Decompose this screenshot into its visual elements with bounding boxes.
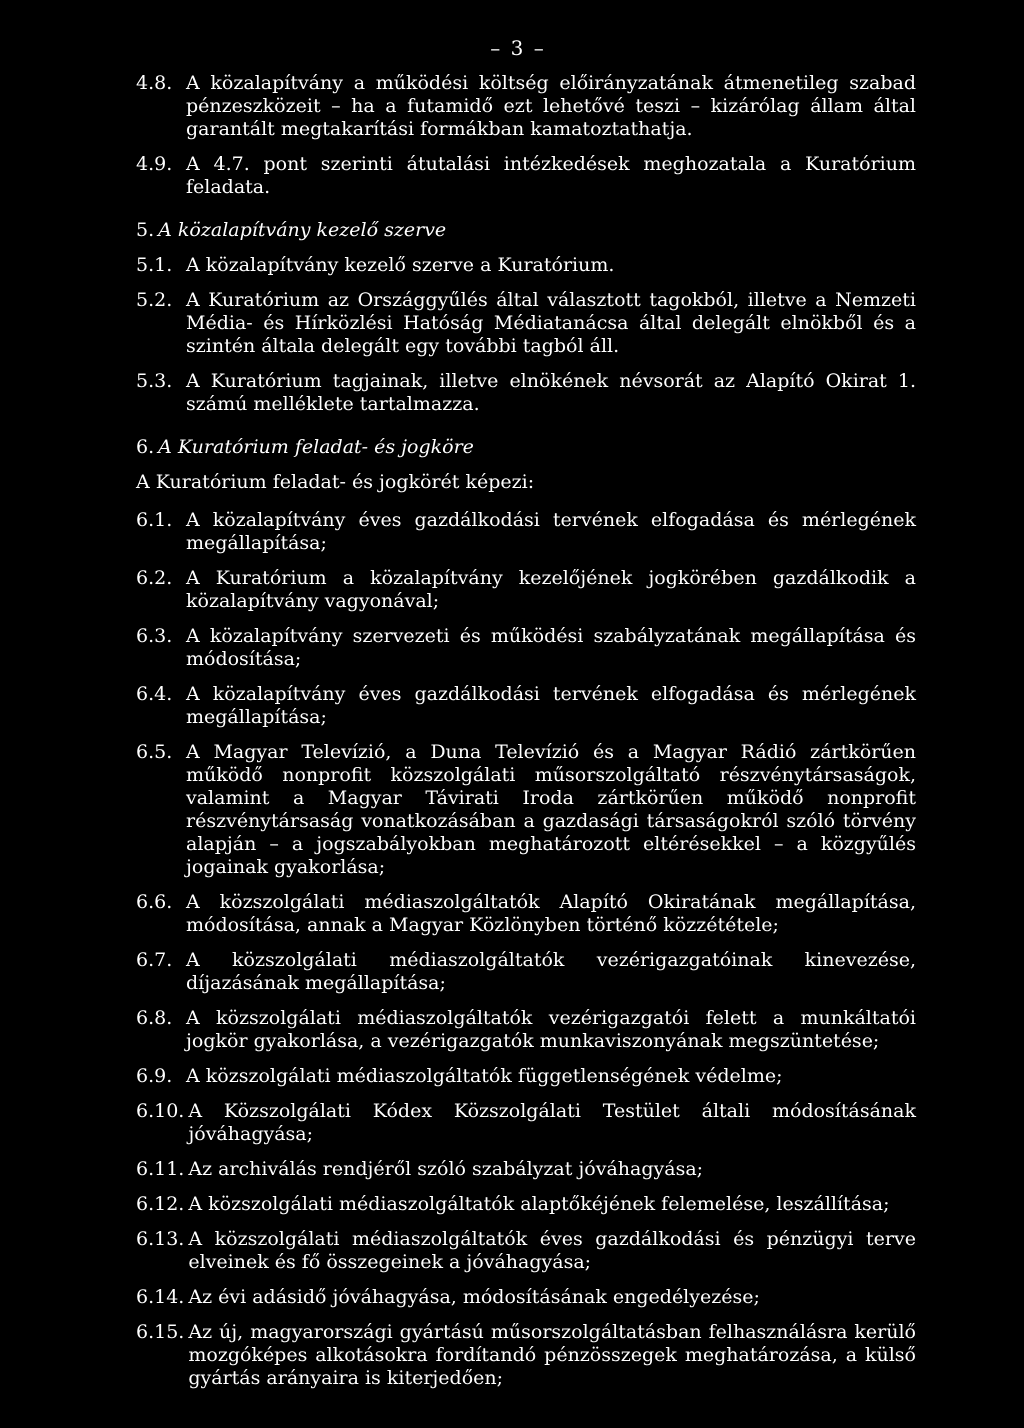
item-number: 6.13. [136, 1228, 185, 1250]
list-item [136, 1158, 916, 1181]
list-item [136, 370, 916, 416]
item-text: Az új, magyarországi gyártású műsorszolgáltatásban felhasználásra kerülő mozgóképes alkotásokra fordítandó pénzösszegek meghatározása, a külső gyártás arányaira is kiterjedően; [188, 1321, 916, 1389]
item-text: A Kuratórium az Országgyűlés által választott tagokból, illetve a Nemzeti Média- és Hírközlési Hatóság Médiatanácsa által delegált elnökből és a szintén általa delegált egy további tagból áll. [186, 289, 916, 357]
item-text: A 4.7. pont szerinti átutalási intézkedések meghozatala a Kuratórium feladata. [186, 153, 916, 198]
list-item [136, 1193, 916, 1216]
page-number: – 3 – [490, 36, 546, 60]
list-item [136, 891, 916, 937]
item-number: 6.7. [136, 949, 173, 971]
item-number: 6.14. [136, 1286, 185, 1308]
item-number: 6.9. [136, 1065, 173, 1087]
list-item [136, 625, 916, 671]
section-intro: A Kuratórium feladat- és jogkörét képezi: [136, 471, 535, 493]
list-item [136, 683, 916, 729]
list-item [136, 1286, 916, 1309]
item-number: 6.10. [136, 1100, 185, 1122]
list-item [136, 1065, 916, 1088]
item-text: A közszolgálati médiaszolgáltatók Alapító Okiratának megállapítása, módosítása, annak a Magyar Közlönyben történő közzététele; [186, 891, 916, 936]
section-number: 6. [136, 436, 155, 458]
item-number: 4.8. [136, 72, 173, 94]
item-number: 6.4. [136, 683, 173, 705]
item-number: 6.3. [136, 625, 173, 647]
section-heading-5 [136, 219, 916, 242]
section-number: 5. [136, 219, 155, 241]
list-item [136, 289, 916, 358]
item-text: Az évi adásidő jóváhagyása, módosításának engedélyezése; [188, 1286, 760, 1308]
section-heading-6 [136, 436, 916, 459]
item-text: A közalapítvány a működési költség előirányzatának átmenetileg szabad pénzeszközeit – ha a futamidő ezt lehetővé teszi – kizárólag állam által garantált megtakarítási formákban kamatoztathatja. [186, 72, 916, 140]
list-item [136, 949, 916, 995]
list-item [136, 567, 916, 613]
list-item [136, 254, 916, 277]
item-number: 6.8. [136, 1007, 173, 1029]
item-text: A Közszolgálati Kódex Közszolgálati Testület általi módosításának jóváhagyása; [188, 1100, 916, 1145]
section-6-list [136, 509, 916, 1390]
item-text: A közszolgálati médiaszolgáltatók éves gazdálkodási és pénzügyi terve elveinek és fő összegeinek a jóváhagyása; [188, 1228, 916, 1273]
section-title: A Kuratórium feladat- és jogköre [158, 436, 474, 458]
item-text: A közalapítvány szervezeti és működési szabályzatának megállapítása és módosítása; [186, 625, 916, 670]
list-item [136, 741, 916, 879]
item-number: 5.1. [136, 254, 173, 276]
item-text: A Magyar Televízió, a Duna Televízió és a Magyar Rádió zártkörűen működő nonprofit közszolgálati műsorszolgáltató részvénytársaságok, valamint a Magyar Távirati Iroda zártkörűen működő nonprofit részvénytársaság vonatkozásában a gazdasági társaságokról szóló törvény alapján – a jogszabályokban meghatározott eltérésekkel – a közgyűlés jogainak gyakorlása; [186, 741, 916, 878]
list-item [136, 1007, 916, 1053]
item-number: 6.5. [136, 741, 173, 763]
item-number: 6.6. [136, 891, 173, 913]
list-item [136, 1228, 916, 1274]
item-text: A közalapítvány éves gazdálkodási tervének elfogadása és mérlegének megállapítása; [186, 509, 916, 554]
item-number: 6.15. [136, 1321, 185, 1343]
item-number: 4.9. [136, 153, 173, 175]
item-text: A közalapítvány éves gazdálkodási tervének elfogadása és mérlegének megállapítása; [186, 683, 916, 728]
list-item [136, 1100, 916, 1146]
list-item [136, 509, 916, 555]
list-item [136, 72, 916, 141]
item-number: 5.2. [136, 289, 173, 311]
item-number: 6.12. [136, 1193, 185, 1215]
item-text: A közalapítvány kezelő szerve a Kuratórium. [186, 254, 615, 276]
item-number: 6.11. [136, 1158, 185, 1180]
item-text: A közszolgálati médiaszolgáltatók vezérigazgatóinak kinevezése, díjazásának megállapítása; [186, 949, 916, 994]
list-item [136, 1321, 916, 1390]
document-body [136, 72, 916, 1402]
item-text: A közszolgálati médiaszolgáltatók alaptőkéjének felemelése, leszállítása; [188, 1193, 890, 1215]
item-text: A Kuratórium a közalapítvány kezelőjének jogkörében gazdálkodik a közalapítvány vagyonával; [186, 567, 916, 612]
item-text: Az archiválás rendjéről szóló szabályzat jóváhagyása; [188, 1158, 704, 1180]
item-text: A közszolgálati médiaszolgáltatók vezérigazgatói felett a munkáltatói jogkör gyakorlása, a vezérigazgatók munkaviszonyának megszüntetése; [186, 1007, 916, 1052]
item-number: 6.1. [136, 509, 173, 531]
item-number: 5.3. [136, 370, 173, 392]
item-number: 6.2. [136, 567, 173, 589]
list-item [136, 153, 916, 199]
item-text: A Kuratórium tagjainak, illetve elnökének névsorát az Alapító Okirat 1. számú melléklete tartalmazza. [186, 370, 916, 415]
item-text: A közszolgálati médiaszolgáltatók függetlenségének védelme; [186, 1065, 783, 1087]
section-title: A közalapítvány kezelő szerve [158, 219, 447, 241]
